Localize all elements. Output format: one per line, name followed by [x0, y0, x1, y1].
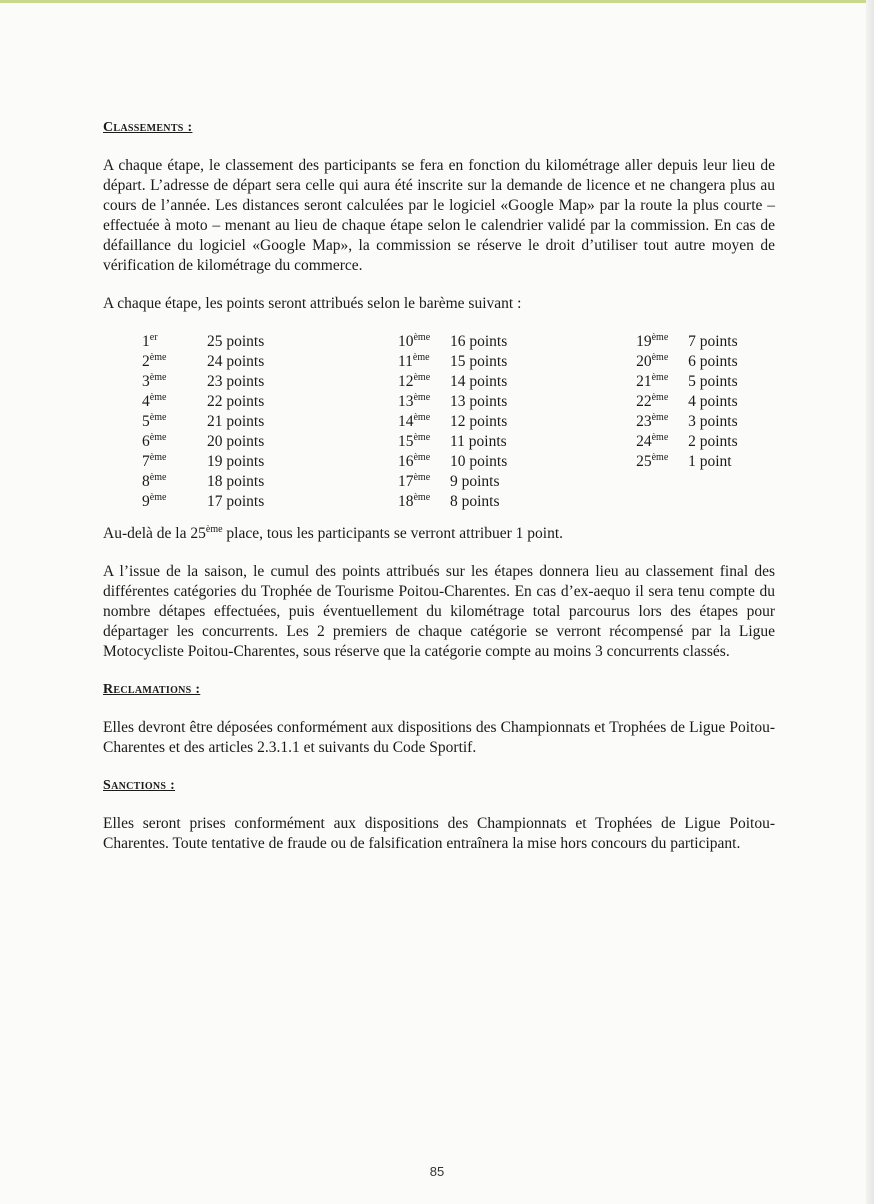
scale-row [398, 332, 636, 352]
scale-rank-number: 25 [636, 453, 652, 470]
scale-rank-suffix: ème [413, 412, 431, 423]
scale-row [142, 412, 398, 432]
scale-points: 11 points [449, 433, 507, 450]
scale-rank [398, 392, 450, 412]
scale-rank-suffix: ème [149, 412, 167, 423]
scale-rank-number: 21 [636, 373, 652, 390]
scale-points: 17 points [207, 493, 265, 510]
page-content [103, 118, 775, 872]
scale-points: 19 points [207, 453, 265, 470]
classements-paragraph-1: A chaque étape, le classement des participants se fera en fonction du kilométrage aller depuis leur lieu de départ. L’adresse de départ sera celle qui aura été inscrite sur la demande de licence et ne changera plus au cours de l’année. Les distances seront calculées par le logiciel «Google Map» par la route la plus courte – effectuée à moto – menant au lieu de chaque étape selon le calendrier validé par la commission. En cas de défaillance du logiciel «Google Map», la commission se réserve le droit d’utiliser tout autre moyen de vérification de kilométrage du commerce. [103, 157, 775, 274]
scale-rank-suffix: ème [651, 392, 669, 403]
scale-points: 25 points [207, 333, 265, 350]
scale-points: 21 points [207, 413, 265, 430]
beyond-sup: ème [205, 524, 223, 535]
scale-row [636, 432, 775, 452]
scale-points: 10 points [449, 453, 508, 470]
scale-rank [142, 392, 207, 412]
scale-rank-number: 17 [397, 473, 414, 490]
scale-rank [142, 492, 207, 512]
scale-rank [398, 332, 450, 352]
scale-points: 13 points [449, 393, 508, 410]
scale-points: 18 points [207, 473, 265, 490]
beyond-prefix: Au-delà de la 25 [103, 525, 206, 542]
scale-rank [142, 452, 207, 472]
scale-rank [142, 432, 207, 452]
scale-rank [636, 392, 688, 412]
scale-row [636, 372, 775, 392]
scale-row [142, 432, 398, 452]
scale-points: 7 points [688, 333, 738, 350]
scale-row [142, 492, 398, 512]
classements-paragraph-2: A chaque étape, les points seront attribués selon le barème suivant : [103, 295, 522, 312]
scale-rank [142, 332, 207, 352]
scale-row [398, 492, 636, 512]
scale-row [142, 392, 398, 412]
scale-rank-suffix: ème [413, 492, 431, 503]
scale-rank-suffix: ème [651, 432, 669, 443]
scale-rank-number: 16 [397, 453, 414, 470]
scale-rank [142, 352, 207, 372]
scale-rank-number: 3 [142, 373, 150, 390]
scale-rank [398, 432, 450, 452]
scale-rank-number: 15 [397, 433, 414, 450]
scale-row [142, 372, 398, 392]
scale-rank [636, 332, 688, 352]
scale-row [398, 472, 636, 492]
scale-rank-suffix: ème [651, 372, 669, 383]
scale-rank-number: 4 [142, 393, 150, 410]
scale-rank-number: 20 [636, 353, 652, 370]
scale-row [142, 472, 398, 492]
scale-points: 2 points [688, 433, 738, 450]
scale-row [142, 352, 398, 372]
scale-points: 15 points [449, 353, 508, 370]
scale-row [398, 352, 636, 372]
scale-rank-number: 18 [397, 493, 414, 510]
page-right-edge [866, 0, 874, 1204]
scale-row [398, 392, 636, 412]
scale-rank [636, 412, 688, 432]
scale-row [636, 392, 775, 412]
scale-rank-number: 5 [142, 413, 150, 430]
classements-heading: Classements : [103, 120, 193, 135]
scale-rank [636, 352, 688, 372]
scale-rank-suffix: ème [651, 412, 669, 423]
beyond-suffix: place, tous les participants se verront attribuer 1 point. [222, 525, 564, 542]
scale-points: 23 points [207, 373, 265, 390]
scale-rank-suffix: er [149, 332, 158, 343]
scale-points: 4 points [688, 393, 738, 410]
beyond-25-paragraph [103, 524, 775, 544]
scale-rank [398, 472, 450, 492]
points-scale-column-2 [398, 332, 636, 512]
classements-paragraph-3: A l’issue de la saison, le cumul des points attribués sur les étapes donnera lieu au classement final des différentes catégories du Trophée de Tourisme Poitou-Charentes. En cas d’ex-aequo il sera tenu compte du nombre détapes effectuées, puis éventuellement du kilométrage total parcourus lors des étapes pour départager les concurrents. Les 2 premiers de chaque catégorie se verront récompensé par la Ligue Motocycliste Poitou-Charentes, sous réserve que la catégorie compte au moins 3 concurrents classés. [103, 563, 775, 660]
scale-points: 16 points [449, 333, 508, 350]
scale-row [636, 412, 775, 432]
scale-points: 12 points [449, 413, 508, 430]
scale-rank-number: 7 [142, 453, 150, 470]
scale-rank-number: 1 [142, 333, 150, 350]
scale-rank [398, 492, 450, 512]
scale-row [398, 452, 636, 472]
scale-rank [398, 352, 450, 372]
scale-rank-suffix: ème [413, 452, 431, 463]
scale-points: 9 points [449, 473, 500, 490]
scale-rank-suffix: ème [413, 392, 431, 403]
scale-rank [636, 372, 688, 392]
scale-rank-suffix: ème [149, 352, 167, 363]
scale-rank-suffix: ème [149, 432, 167, 443]
scale-rank-number: 2 [142, 353, 150, 370]
scale-rank-suffix: ème [149, 392, 167, 403]
scale-rank-number: 22 [636, 393, 652, 410]
scale-rank-number: 10 [397, 333, 414, 350]
scale-row [636, 352, 775, 372]
scale-points: 8 points [449, 493, 500, 510]
scale-rank [142, 412, 207, 432]
scale-rank-number: 12 [397, 373, 414, 390]
scale-rank-suffix: ème [149, 472, 167, 483]
scale-points: 6 points [688, 353, 738, 370]
scale-rank [142, 372, 207, 392]
points-scale-column-1 [142, 332, 398, 512]
scale-rank-suffix: ème [413, 332, 431, 343]
scale-points: 24 points [207, 353, 265, 370]
scale-row [636, 332, 775, 352]
scale-points: 20 points [207, 433, 265, 450]
scale-rank-suffix: ème [412, 352, 430, 363]
scale-rank-suffix: ème [149, 452, 167, 463]
scale-rank-suffix: ème [651, 452, 669, 463]
scale-rank-number: 19 [636, 333, 652, 350]
scale-rank-number: 24 [636, 433, 652, 450]
scale-row [142, 332, 398, 352]
scale-rank [398, 412, 450, 432]
scale-rank-suffix: ème [413, 372, 431, 383]
reclamations-paragraph: Elles devront être déposées conformément aux dispositions des Championnats et Trophées de Ligue Poitou-Charentes et des articles 2.3.1.1 et suivants du Code Sportif. [103, 719, 775, 756]
scale-rank [636, 452, 688, 472]
scale-rank-number: 14 [397, 413, 414, 430]
reclamations-heading: Reclamations : [103, 682, 201, 697]
scale-rank-number: 13 [397, 393, 414, 410]
scale-row [398, 412, 636, 432]
scale-rank [398, 452, 450, 472]
scale-rank-number: 9 [142, 493, 150, 510]
scale-rank-suffix: ème [149, 492, 167, 503]
scale-rank-number: 23 [636, 413, 652, 430]
scale-rank-suffix: ème [651, 332, 669, 343]
scale-points: 1 point [688, 453, 732, 470]
scale-rank-number: 11 [397, 353, 413, 370]
scale-points: 3 points [688, 413, 738, 430]
scale-points: 5 points [688, 373, 738, 390]
scale-rank-number: 6 [142, 433, 150, 450]
scale-row [142, 452, 398, 472]
scale-rank-number: 8 [142, 473, 150, 490]
scale-rank [636, 432, 688, 452]
scale-row [398, 432, 636, 452]
scale-points: 14 points [449, 373, 508, 390]
points-scale-column-3 [636, 332, 775, 512]
scale-rank [398, 372, 450, 392]
page-top-edge [0, 0, 874, 3]
scale-rank-suffix: ème [413, 432, 431, 443]
sanctions-paragraph: Elles seront prises conformément aux dispositions des Championnats et Trophées de Ligue Poitou-Charentes. Toute tentative de fraude ou de falsification entraînera la mise hors concours du participant. [103, 815, 775, 852]
scale-rank [142, 472, 207, 492]
scale-row [636, 452, 775, 472]
scale-rank-suffix: ème [413, 472, 431, 483]
scale-points: 22 points [207, 393, 265, 410]
scale-row [398, 372, 636, 392]
scale-rank-suffix: ème [651, 352, 669, 363]
page-number: 85 [429, 1164, 445, 1179]
scale-rank-suffix: ème [149, 372, 167, 383]
sanctions-heading: Sanctions : [103, 778, 176, 793]
points-scale [103, 332, 775, 512]
